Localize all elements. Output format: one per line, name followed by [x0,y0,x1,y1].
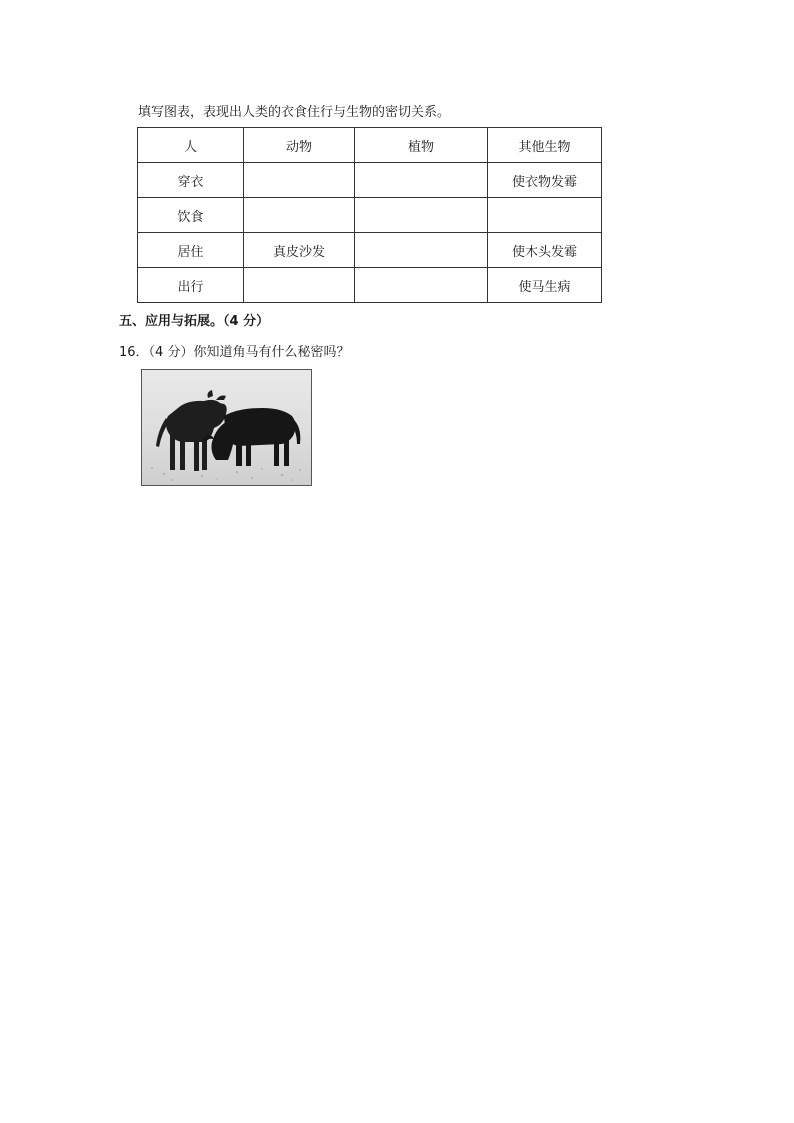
table-header-row [138,128,602,163]
header-cell: 动物 [244,128,355,163]
table-cell[interactable] [244,198,355,233]
wildebeest-illustration [142,370,311,485]
table-cell: 真皮沙发 [244,233,355,268]
table-row [138,163,602,198]
header-cell: 植物 [355,128,488,163]
section-title: 五、应用与拓展。（4 分） [119,314,270,329]
table-cell: 出行 [138,268,244,303]
table-cell: 穿衣 [138,163,244,198]
intro-text: 填写图表，表现出人类的衣食住行与生物的密切关系。 [138,105,451,120]
question-text: 16．（4 分）你知道角马有什么秘密吗？ [119,345,350,360]
wildebeest-photo [141,369,312,486]
table-cell[interactable] [355,163,488,198]
table-cell[interactable] [355,268,488,303]
header-cell: 其他生物 [488,128,602,163]
table-row [138,268,602,303]
table-cell[interactable] [355,198,488,233]
table-cell[interactable] [244,268,355,303]
table-cell[interactable] [244,163,355,198]
table-row [138,233,602,268]
table-cell: 饮食 [138,198,244,233]
table-cell: 居住 [138,233,244,268]
table-cell[interactable] [488,198,602,233]
table-row [138,198,602,233]
relationship-table [137,127,602,303]
table-cell: 使木头发霉 [488,233,602,268]
table-cell[interactable] [355,233,488,268]
table-cell: 使衣物发霉 [488,163,602,198]
table-cell: 使马生病 [488,268,602,303]
header-cell: 人 [138,128,244,163]
